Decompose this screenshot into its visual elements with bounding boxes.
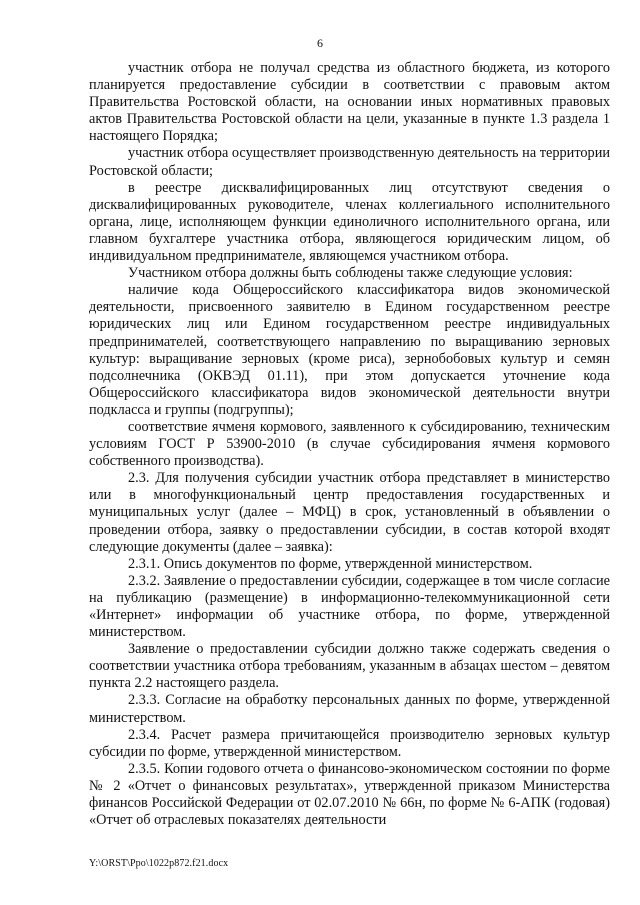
- paragraph: 2.3.2. Заявление о предоставлении субсидии, содержащее в том числе согласие на публикацию (размещение) в информационно-телекоммуникационной сети «Интернет» информации об участнике отбора, по форме, утвержденной министерством.: [89, 572, 610, 641]
- paragraph: 2.3.1. Опись документов по форме, утвержденной министерством.: [128, 555, 533, 572]
- paragraph: 2.3.4. Расчет размера причитающейся производителю зерновых культур субсидии по форме, утвержденной министерством.: [89, 726, 610, 760]
- page-number: 6: [317, 36, 323, 50]
- footer-file-path: Y:\ORST\Ppo\1022p872.f21.docx: [89, 858, 229, 869]
- paragraph: в реестре дисквалифицированных лиц отсутствуют сведения о дисквалифицированных руководителе, членах коллегиального исполнительного органа, лице, исполняющем функции единоличного исполнительного органа, или главном бухгалтере участника отбора, являющегося юридическим лицом, об индивидуальном предпринимателе, являющемся участником отбора.: [89, 179, 610, 265]
- paragraph: соответствие ячменя кормового, заявленного к субсидированию, техническим условиям ГОСТ Р 53900-2010 (в случае субсидирования ячменя кормового собственного производства).: [89, 418, 610, 470]
- paragraph: Заявление о предоставлении субсидии должно также содержать сведения о соответствии участника отбора требованиям, указанным в абзацах шестом – девятом пункта 2.2 настоящего раздела.: [89, 641, 610, 692]
- paragraph: 2.3.5. Копии годового отчета о финансово-экономическом состоянии по форме № 2 «Отчет о финансовых результатах», утвержденной приказом Министерства финансов Российской Федерации от 02.07.2010 № 66н, по форме № 6-АПК (годовая) «Отчет об отраслевых показателях деятельности: [89, 760, 610, 829]
- paragraph: 2.3.3. Согласие на обработку персональных данных по форме, утвержденной министерством.: [89, 692, 610, 726]
- paragraph: 2.3. Для получения субсидии участник отбора представляет в министерство или в многофункциональный центр предоставления государственных и муниципальных услуг (далее – МФЦ) в срок, установленный в объявлении о проведении отбора, заявку о предоставлении субсидии, в состав которой входят следующие документы (далее – заявка):: [89, 470, 610, 555]
- paragraph: участник отбора осуществляет производственную деятельность на территории Ростовской области;: [89, 145, 610, 179]
- paragraph: Участником отбора должны быть соблюдены также следующие условия:: [128, 265, 573, 282]
- paragraph: наличие кода Общероссийского классификатора видов экономической деятельности, присвоенного заявителю в Едином государственном реестре юридических лиц или Едином государственном реестре индивидуальных предпринимателей, соответствующего направлению по выращиванию зерновых культур: выращивание зерновых (кроме риса), зернобобовых культур и семян подсолнечника (ОКВЭД 01.11), при этом допускается уточнение кода Общероссийского классификатора видов экономической деятельности внутри подкласса и группы (подгруппы);: [89, 282, 610, 418]
- paragraph: участник отбора не получал средства из областного бюджета, из которого планируется предоставление субсидии в соответствии с правовым актом Правительства Ростовской области, на основании иных нормативных правовых актов Правительства Ростовской области на цели, указанные в пункте 1.3 раздела 1 настоящего Порядка;: [89, 60, 610, 145]
- document-body: [89, 60, 610, 829]
